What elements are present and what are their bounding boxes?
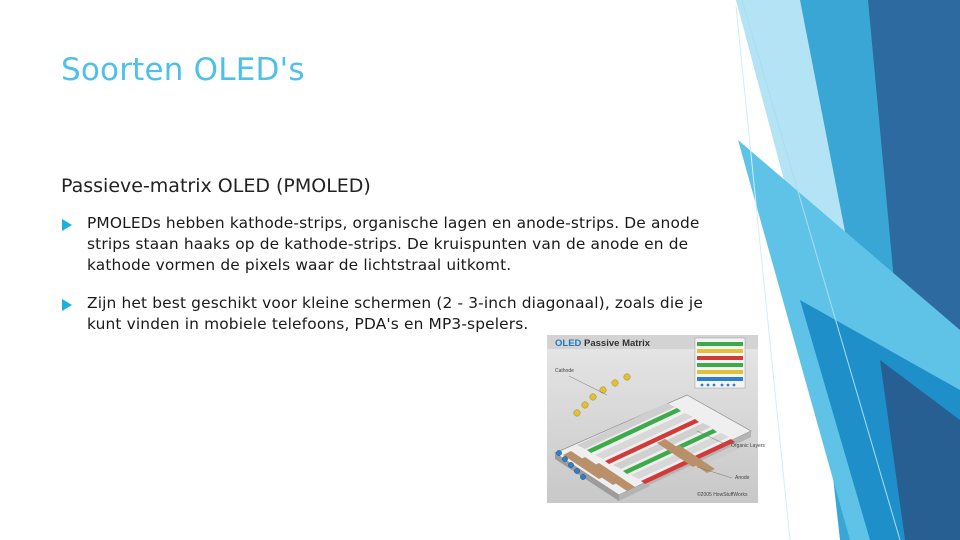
bullet-arrow-icon [62, 299, 72, 311]
anode-label: Anode [735, 475, 750, 481]
organic-layers-label: Organic Layers [731, 443, 765, 449]
pixel-matrix-inset [695, 338, 745, 388]
pmoled-diagram-image [547, 335, 765, 503]
slide-title: Soorten OLED's [61, 52, 305, 88]
slide-subtitle: Passieve-matrix OLED (PMOLED) [61, 175, 371, 197]
bullet-arrow-icon [62, 219, 72, 231]
bullet-text: PMOLEDs hebben kathode-strips, organische lagen en anode-strips. De anode strips staan haaks op de kathode-strips. De kruispunten van de anode en de kathode vormen de pixels waar de lichtstraal uitkomt. [87, 214, 700, 274]
bullet-item [61, 213, 741, 276]
cathode-label: Cathode [555, 368, 574, 374]
pmoled-diagram-drawing [547, 335, 758, 503]
bullet-text: Zijn het best geschikt voor kleine schermen (2 - 3-inch diagonaal), zoals die je kunt vinden in mobiele telefoons, PDA's en MP3-spelers. [87, 294, 703, 333]
credit-label: ©2005 HowStuffWorks [697, 492, 748, 498]
bullet-list [61, 213, 741, 352]
bullet-item [61, 293, 741, 335]
figure-title: OLED Passive Matrix [555, 338, 651, 349]
